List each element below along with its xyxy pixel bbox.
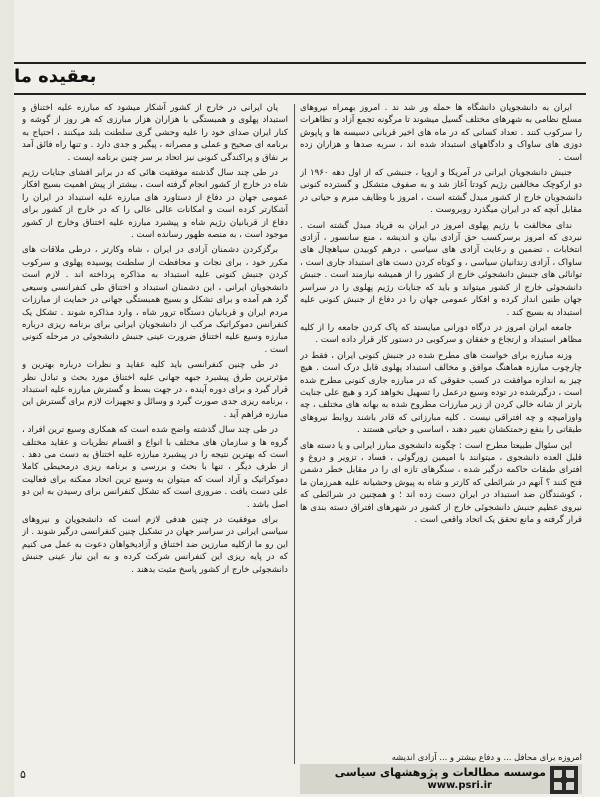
institute-url: www.psri.ir bbox=[427, 780, 492, 791]
paragraph: ندای مخالفت با رژیم پهلوی امروز در ایران به فریاد مبدل گشته است . نبردی که امروز برسرکسب حق آزادی بیان و اندیشه ، منع سانسور ، آزادی انتخابات ، تضمین و رعایت آزادی های سیاسی ، درهم کوبیدن سیاهچال های ساواک ، آزادی زندانیان سیاسی ، و کوتاه کردن دست های استبداد جاری است ، توانائی های جنبش دانشجوئی خارج از کشور را از همیشه نیازمند است . جنبش دانشجوئی خارج از کشور میتواند و باید که جنایات رژیم پهلوی را در سراسر جهان طنین انداز کرده و افکار عمومی جهان را در دفاع از جنبش کنونی علیه استبداد به بسیج کند . bbox=[300, 220, 582, 318]
paragraph: ایران به دانشجویان دانشگاه ها حمله ور شد ند . امروز بهمراه نیروهای مسلح نظامی به شهرهای مختلف گسیل میشوند تا مرگونه تجمع آزاد و تظاهرات را سرکوب کنند . تعداد کسانی که در ماه های اخیر قربانی دسیسه ها و پاپوش دوزی های ساواک و دادگاههای استبداد شده اند ، سربه صدها و هزاران زده است . bbox=[300, 103, 582, 163]
column-tail-text: امروزه برای محافل ... و دفاع بیشتر و ... آزادی اندیشه bbox=[391, 752, 582, 762]
left-column bbox=[22, 102, 288, 742]
right-column bbox=[300, 102, 582, 742]
header-top-rule bbox=[14, 62, 586, 64]
paragraph: برای موفقیت در چنین هدفی لازم است که دانشجویان و نیروهای سیاسی ایرانی در سراسر جهان در تشکیل چنین کنفرانسی درگیر شوند . از این رو ما ازکلیه مبارزین ضد اختناق و آزادیخواهان دعوت به عمل می کنیم که در پایه ریزی این کنفرانس شرکت کرده و به این نیاز عینی جنبش دانشجوئی خارج از کشور پاسخ مثبت بدهند . bbox=[22, 515, 288, 575]
institute-name: موسسه مطالعات و پژوهشهای سیاسی bbox=[334, 766, 546, 779]
section-title: بعقیده ما bbox=[14, 66, 97, 87]
paragraph: برگزکردن دشمنان آزادی در ایران ، شاه وکارتر ، درطی ملاقات های مکرر خود ، برای نجات و محافظت از سلطنت پوسیده پهلوی و سرکوب کردن جنبش کنونی علیه استبداد به مذاکره پرداخته اند . لازم است دانشجویان ایرانی ، این دشمنان استبداد و اختناق طی کنفرانسی وسیعی گرد هم آمده و برای تشکل و بسیج همبستگی جهانی در حمایت از مبارزات مردم ایران و قربانیان دستگاه ترور شاه ، وارد مذاکره شوند . تشکل یک کنفرانس دموکراتیک مرکب از دانشجویان ایرانی برای برنامه ریزی درباره مبارزه وسیع علیه اختناق ضرورت عینی جنبش دانشجوئی در مرحله کنونی است . bbox=[22, 245, 288, 355]
paragraph: در طی چنین کنفرانسی باید کلیه عقاید و نظرات درباره بهترین و مؤثرترین طرق پیشبرد جبهه جهانی علیه اختناق مورد بحث و تبادل نظر قرار گیرد و برای دوره آینده ، در جهت بسط و گسترش مبارزه علیه استبداد ، برنامه ریزی جدی صورت گیرد و وسائل و تجهیزات لازم برای گسترش این مبارزه فراهم آید . bbox=[22, 360, 288, 420]
column-divider bbox=[294, 104, 295, 764]
paragraph: جامعه ایران امروز در درگاه دورانی میایستد که پاک کردن جامعه را از کلیه مظاهر استبداد و ارتجاع و خفقان و سرکوبی در دستور کار قرار داده است . bbox=[300, 322, 582, 346]
paragraph: یان ایرانی در خارج از کشور آشکار میشود که مبارزه علیه اختناق و استبداد پهلوی و همبستگی با هزاران هزار مبارزی که هر روز از گوشه و کنار ایران صدای خود را علیه وحشی گری سلطنت بلند میکنند ، احتیاج به برنامه ای صحیح و عملی و مصرانه ، پیگیر و جدی دارد . و تنها راه فائق آمد بر نفاق و پراکندگی کنونی نیز اتحاد بر سر چنین برنامه ایست . bbox=[22, 103, 288, 163]
page-header bbox=[14, 62, 586, 100]
paragraph: این سئوال طبیعتا مطرح است : چگونه دانشجوی مبارز ایرانی و یا دسته های قلیل العده دانشجوی ، میتوانند با امیمین زورگوئی ، فساد ، تزویر و دروغ و افترای طبقات حاکمه درگیر شده ، سنگرهای تازه ای را در مقابل خطر دشمن فتح کنند ؟ آنهم در شرائطی که کارتر و شاه به پیوش وحشیانه علیه همرزمان ما ، کوشندگان ضد استبداد در ایران دست زده اند ؛ و همچنین در شرائطی که نیروی عظیم جنبش دانشجوئی خارج از کشور در شهرهای افتراق دسته بندی ها قرار گرفته و مانع تحقق یک اتحاد واقعی است . bbox=[300, 440, 582, 525]
institute-logo-icon bbox=[550, 766, 578, 794]
paragraph: جنبش دانشجویان ایرانی در آمریکا و اروپا ، جنبشی که از اول دهه ۱۹۶۰ از دو ارکوچک مخالفین رژیم کودتا آغاز شد و به صفوف متشکل و گسترده کنونی دانشجویان خارج از کشور مبدل گشته است ، امروز با وظایف مبرم و حیاتی در مقابل آنچه که در ایران میگذرد روبروست . bbox=[300, 168, 582, 216]
paragraph: در طی چند سال گذشته موفقیت هائی که در برابر افشای جنایات رژیم شاه در خارج از کشور انجام گرفته است ، بیشتر از پیش اهمیت بسیج افکار عمومی جهان در دفاع از دستاورد های مبارزه علیه استبداد در ایران را آشکارتر کرده است و امکانات عالی عالی را که در خارج از کشور برای دفاع از قربانیان رژیم شاه و پیشبرد مبارزه علیه اختناق وخارج از کشور موجود است ، به منصه ظهور رسانده است . bbox=[22, 168, 288, 241]
page-number: ۵ bbox=[20, 768, 26, 781]
header-bottom-rule bbox=[14, 93, 586, 95]
paragraph: در طی چند سال گذشته واضح شده است که همکاری وسیع ترین افراد ، گروه ها و سازمان های مختلف با انواع و اقسام نظریات و عقاید مختلف است که بهترین نتیجه را در پیشبرد مبارزه علیه اختناق به دست می دهد . از طرف دیگر ، تنها با بحث و بررسی و برنامه ریزی درمحیطی کاملا دموکراتیک و آزاد است که میتوان به وسیع ترین اتحاد ممکنه برای فعالیت علی دست یافت . ضروری است که تشکل کنفرانس برای رسیدن به این دو اصل باشد . bbox=[22, 425, 288, 510]
paragraph: وزنه مبارزه برای خواست های مطرح شده در جنبش کنونی ایران ، فقط در چارچوب مبارزه هماهنگ موافق و مخالف استبداد پهلوی قابل درک است . هیچ چیز به اندازه موافقت در کسب حقوقی که در مبارزه جاری کنونی مطرح شده است ، درگیرشده در توده وسیع درعمل را تسهیل نخواهد کرد و هیچ علی جنایت بارتر از شانه خالی کردن از زیر مبارزات مطروح شده به بهانه های مختلف ، چه واوزامیچه و چه افتراقی نیست . کلیه مبارزاتی که قادر باشند روابط نیروهای طبقاتی را بنفع زحمتکشان تغییر دهند ، اساسی و حیاتی هستند . bbox=[300, 350, 582, 436]
page-left-margin bbox=[0, 0, 14, 797]
watermark-banner bbox=[300, 764, 582, 794]
